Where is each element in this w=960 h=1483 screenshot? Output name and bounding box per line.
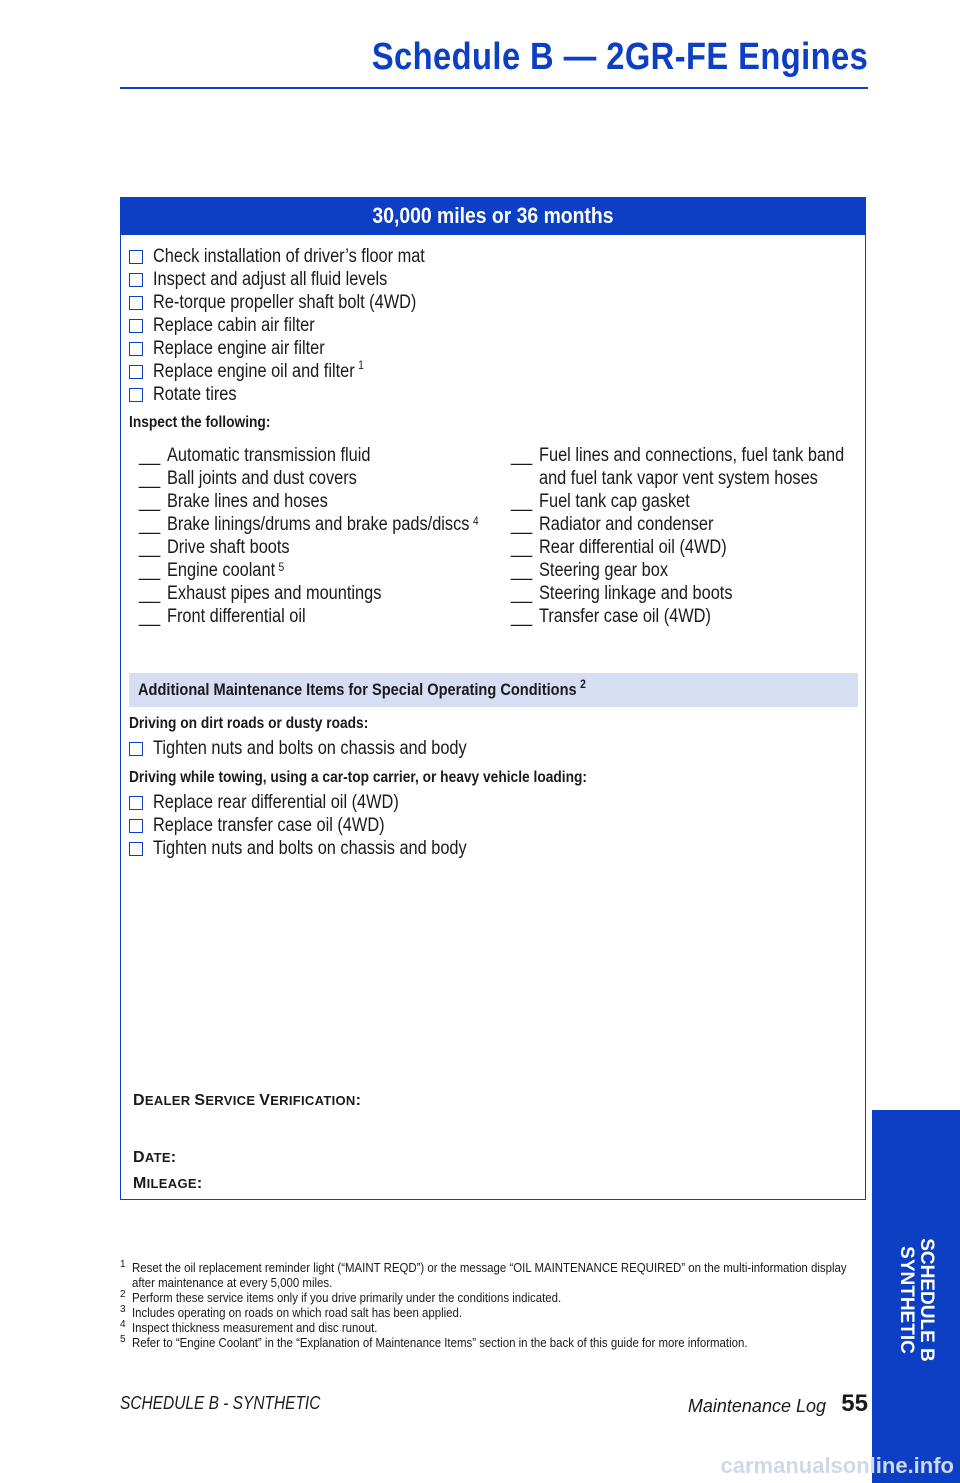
page-number: 55 [841, 1390, 868, 1417]
inspect-item: __ Rear differential oil (4WD) [511, 537, 727, 558]
checkbox-icon[interactable] [129, 250, 143, 264]
footer-log-label: Maintenance Log [687, 1396, 826, 1416]
footer-section-label: SCHEDULE B - SYNTHETIC [120, 1393, 321, 1413]
inspect-item: __ Steering linkage and boots [511, 583, 733, 604]
footnote: 2 Perform these service items only if you drive primarily under the conditions indicated. [120, 1289, 562, 1305]
checklist-item[interactable]: Replace engine oil and filter $^1$ [129, 360, 473, 383]
maintenance-box [120, 197, 866, 1200]
inspect-item: __ Brake linings/drums and brake pads/discs $^4$ [139, 514, 479, 535]
title-rule [120, 87, 868, 89]
checkbox-icon[interactable] [129, 319, 143, 333]
towing-checklist [129, 791, 518, 860]
checklist-item[interactable]: Rotate tires [129, 383, 473, 406]
checklist-item[interactable]: Check installation of driver’s floor mat [129, 245, 473, 268]
checklist-item[interactable]: Tighten nuts and bolts on chassis and body [129, 737, 518, 760]
inspect-item: __ Automatic transmission fluid [139, 445, 371, 466]
inspect-heading: Inspect the following: [129, 414, 271, 431]
additional-maintenance-heading: Additional Maintenance Items for Special Operating Conditions $^2$ [129, 673, 858, 707]
inspect-list-left [139, 444, 499, 628]
service-checklist [129, 245, 473, 406]
footnote: 1 Reset the oil replacement reminder light (“MAINT REQD”) or the message “OIL MAINTENANCE REQUIRED” on the multi-information display after maintenance at every 5,000 miles. [120, 1259, 847, 1290]
inspect-item: __ Engine coolant $^5$ [139, 560, 285, 581]
page-title: Schedule B — 2GR-FE Engines [371, 36, 868, 78]
checkbox-icon[interactable] [129, 842, 143, 856]
checklist-item[interactable]: Replace rear differential oil (4WD) [129, 791, 518, 814]
inspect-item: __ Brake lines and hoses [139, 491, 328, 512]
footnote: 5 Refer to “Engine Coolant” in the “Explanation of Maintenance Items” section in the back of this guide for more information. [120, 1334, 748, 1350]
inspect-item: __ Front differential oil [139, 606, 306, 627]
dealer-service-verification-label: DEALER SERVICE VERIFICATION: [133, 1092, 362, 1109]
side-tab-label: SCHEDULE B SYNTHETIC [896, 1238, 937, 1362]
footnote: 4 Inspect thickness measurement and disc runout. [120, 1319, 378, 1335]
date-label: DATE: [133, 1149, 177, 1166]
inspect-item: __ Transfer case oil (4WD) [511, 606, 711, 627]
checkbox-icon[interactable] [129, 819, 143, 833]
inspect-item: __ Exhaust pipes and mountings [139, 583, 382, 604]
footnote-ref: 1 [358, 357, 364, 372]
dusty-roads-heading: Driving on dirt roads or dusty roads: [129, 715, 369, 732]
inspect-item: __ Steering gear box [511, 560, 668, 581]
checklist-item[interactable]: Re-torque propeller shaft bolt (4WD) [129, 291, 473, 314]
checkbox-icon[interactable] [129, 342, 143, 356]
checklist-item[interactable]: Replace transfer case oil (4WD) [129, 814, 518, 837]
checkbox-icon[interactable] [129, 388, 143, 402]
inspect-item: __ Drive shaft boots [139, 537, 290, 558]
inspect-item: __ Fuel lines and connections, fuel tank band and fuel tank vapor vent system hoses [511, 445, 845, 489]
dusty-roads-checklist [129, 737, 518, 760]
checklist-item[interactable]: Inspect and adjust all fluid levels [129, 268, 473, 291]
box-heading: 30,000 miles or 36 months [120, 197, 866, 235]
checkbox-icon[interactable] [129, 296, 143, 310]
checklist-item[interactable]: Replace cabin air filter [129, 314, 473, 337]
watermark: carmanualsonline.info [720, 1453, 954, 1478]
mileage-label: MILEAGE: [133, 1175, 203, 1192]
checkbox-icon[interactable] [129, 742, 143, 756]
checkbox-icon[interactable] [129, 796, 143, 810]
footnotes [120, 1260, 868, 1350]
footnote-ref: 5 [278, 560, 285, 574]
footnote-ref: 2 [580, 677, 586, 691]
inspect-list-right [511, 444, 861, 628]
checkbox-icon[interactable] [129, 273, 143, 287]
inspect-item: __ Fuel tank cap gasket [511, 491, 690, 512]
checklist-item[interactable]: Replace engine air filter [129, 337, 473, 360]
checkbox-icon[interactable] [129, 365, 143, 379]
inspect-item: __ Ball joints and dust covers [139, 468, 357, 489]
towing-heading: Driving while towing, using a car-top carrier, or heavy vehicle loading: [129, 769, 588, 786]
footnote: 3 Includes operating on roads on which road salt has been applied. [120, 1304, 463, 1320]
side-tab [872, 1110, 960, 1483]
checklist-item[interactable]: Tighten nuts and bolts on chassis and body [129, 837, 518, 860]
footnote-ref: 4 [472, 514, 479, 528]
inspect-item: __ Radiator and condenser [511, 514, 714, 535]
